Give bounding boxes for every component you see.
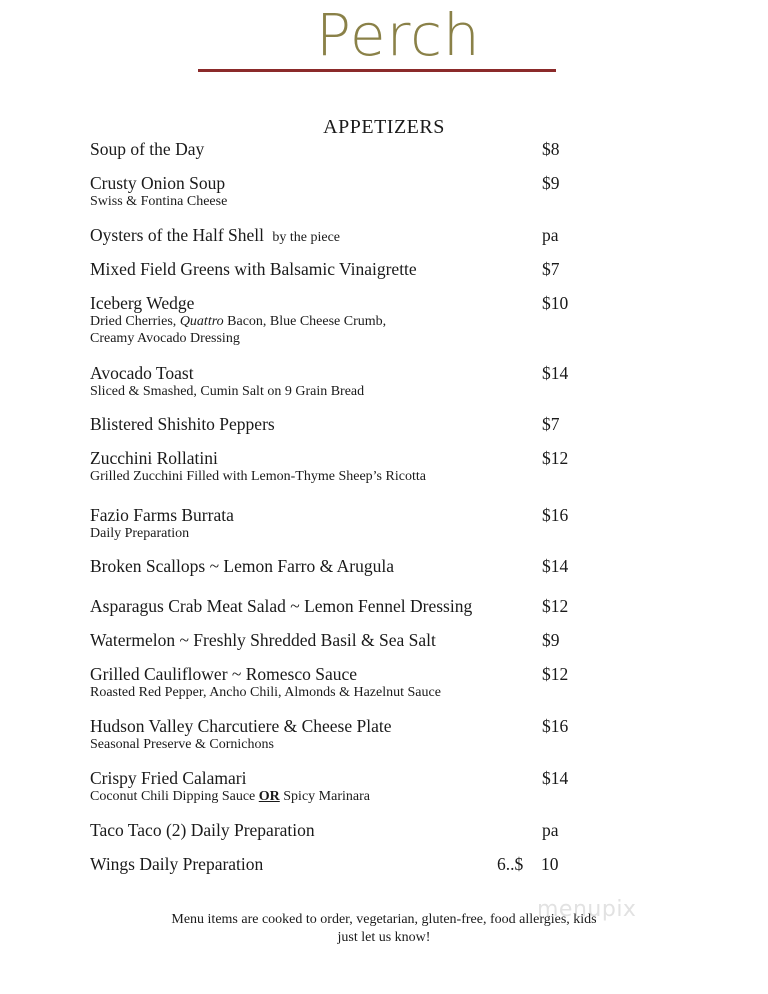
item-description xyxy=(90,313,690,330)
desc-bold: OR xyxy=(258,789,280,804)
menu-item xyxy=(90,259,690,279)
item-name: Mixed Field Greens with Balsamic Vinaigrette xyxy=(90,259,417,279)
desc-text: Coconut Chili Dipping Sauce xyxy=(90,789,259,804)
item-price: $16 xyxy=(542,716,569,736)
menu-item xyxy=(90,448,690,485)
item-name: Grilled Cauliflower ~ Romesco Sauce xyxy=(90,664,358,684)
menu-item xyxy=(90,505,690,542)
item-price: $12 xyxy=(542,448,569,468)
item-note: by the piece xyxy=(272,230,341,245)
header-divider xyxy=(198,69,556,72)
item-price: pa xyxy=(542,820,559,840)
item-price: $14 xyxy=(542,363,569,383)
menu-item xyxy=(90,596,690,616)
item-name: Taco Taco (2) Daily Preparation xyxy=(90,820,315,840)
menu-item xyxy=(90,225,690,248)
footer-note xyxy=(0,911,768,947)
item-price: pa xyxy=(542,225,559,245)
item-price: $7 xyxy=(542,259,560,279)
item-price: $16 xyxy=(542,505,569,525)
menu-item xyxy=(90,363,690,400)
watermark: menupix xyxy=(537,897,637,922)
menu-item xyxy=(90,556,690,576)
item-name: Crispy Fried Calamari xyxy=(90,768,247,788)
menu-item xyxy=(90,768,690,805)
item-price: $9 xyxy=(542,630,560,650)
item-price: $14 xyxy=(542,556,569,576)
item-price: $10 xyxy=(542,293,569,313)
item-description: Daily Preparation xyxy=(90,526,190,541)
menu-item xyxy=(90,820,690,840)
menu-item xyxy=(90,139,690,159)
item-description xyxy=(90,788,690,805)
item-name: Hudson Valley Charcutiere & Cheese Plate xyxy=(90,716,392,736)
footer-line: Menu items are cooked to order, vegetarian, gluten-free, food allergies, kids xyxy=(171,912,597,927)
item-description: Swiss & Fontina Cheese xyxy=(90,194,228,209)
item-price: $8 xyxy=(542,139,560,159)
desc-text: Bacon, Blue Cheese Crumb, xyxy=(223,314,387,329)
item-price: 10 xyxy=(541,854,559,874)
item-description: Roasted Red Pepper, Ancho Chili, Almonds & Hazelnut Sauce xyxy=(90,685,441,700)
desc-text: Dried Cherries, xyxy=(90,314,180,329)
footer-line: just let us know! xyxy=(337,930,431,945)
item-price: $12 xyxy=(542,664,569,684)
item-price: $9 xyxy=(542,173,560,193)
menu-item xyxy=(90,854,690,874)
item-description: Sliced & Smashed, Cumin Salt on 9 Grain Bread xyxy=(90,384,365,399)
item-description: Creamy Avocado Dressing xyxy=(90,331,240,346)
menu-item xyxy=(90,630,690,650)
menu-item xyxy=(90,414,690,434)
desc-emphasis: Quattro xyxy=(179,314,224,329)
section-title: APPETIZERS xyxy=(323,116,445,138)
item-name: Oysters of the Half Shell xyxy=(90,225,264,245)
restaurant-logo: Perch xyxy=(316,1,481,69)
item-name: Crusty Onion Soup xyxy=(90,173,226,193)
item-price: $7 xyxy=(542,414,560,434)
item-name: Soup of the Day xyxy=(90,139,205,159)
item-name: Fazio Farms Burrata xyxy=(90,505,234,525)
item-price-prefix: 6..$ xyxy=(497,854,524,874)
item-description: Seasonal Preserve & Cornichons xyxy=(90,737,274,752)
item-description: Grilled Zucchini Filled with Lemon-Thyme Sheep’s Ricotta xyxy=(90,469,426,484)
desc-text: Spicy Marinara xyxy=(279,789,370,804)
item-name: Zucchini Rollatini xyxy=(90,448,218,468)
item-name: Asparagus Crab Meat Salad ~ Lemon Fennel Dressing xyxy=(90,596,473,616)
item-name: Watermelon ~ Freshly Shredded Basil & Sea Salt xyxy=(90,630,436,650)
item-price: $12 xyxy=(542,596,569,616)
menu-item xyxy=(90,664,690,701)
item-name: Wings Daily Preparation xyxy=(90,854,264,874)
item-name: Avocado Toast xyxy=(90,363,194,383)
item-price: $14 xyxy=(542,768,569,788)
item-name: Blistered Shishito Peppers xyxy=(90,414,275,434)
menu-item xyxy=(90,716,690,753)
item-name: Iceberg Wedge xyxy=(90,293,195,313)
item-name-row xyxy=(90,225,690,248)
menu-item xyxy=(90,293,690,347)
menu-item xyxy=(90,173,690,210)
item-name: Broken Scallops ~ Lemon Farro & Arugula xyxy=(90,556,395,576)
